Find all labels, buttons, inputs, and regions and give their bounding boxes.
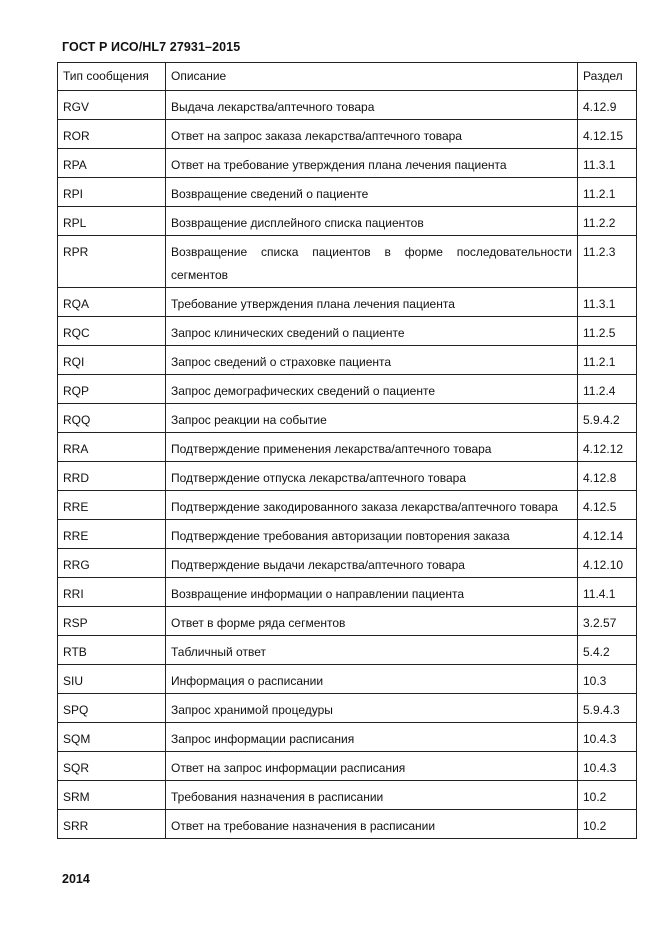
message-type-cell: RQI (58, 346, 166, 375)
section-cell: 11.2.3 (578, 236, 637, 288)
table-row (58, 665, 637, 694)
description-cell: Ответ на запрос информации расписания (166, 752, 578, 781)
description-cell: Запрос клинических сведений о пациенте (166, 317, 578, 346)
table-row (58, 462, 637, 491)
description-cell: Возвращение дисплейного списка пациентов (166, 207, 578, 236)
section-cell: 10.2 (578, 810, 637, 839)
table-row (58, 404, 637, 433)
section-cell: 5.4.2 (578, 636, 637, 665)
section-cell: 11.2.1 (578, 346, 637, 375)
page-number: 2014 (62, 872, 90, 886)
description-cell: Возвращение информации о направлении пациента (166, 578, 578, 607)
table-row (58, 810, 637, 839)
table-row (58, 781, 637, 810)
section-cell: 5.9.4.2 (578, 404, 637, 433)
table-row (58, 549, 637, 578)
table-row (58, 91, 637, 120)
table-row (58, 520, 637, 549)
table-row (58, 375, 637, 404)
description-cell: Возвращение сведений о пациенте (166, 178, 578, 207)
message-type-cell: RRG (58, 549, 166, 578)
message-type-cell: RPL (58, 207, 166, 236)
description-cell: Подтверждение выдачи лекарства/аптечного товара (166, 549, 578, 578)
message-type-cell: ROR (58, 120, 166, 149)
table-row (58, 120, 637, 149)
document-header: ГОСТ Р ИСО/HL7 27931–2015 (62, 40, 241, 54)
description-cell: Требования назначения в расписании (166, 781, 578, 810)
description-cell: Запрос демографических сведений о пациенте (166, 375, 578, 404)
section-cell: 11.2.5 (578, 317, 637, 346)
table-header-row (58, 63, 637, 91)
section-cell: 4.12.9 (578, 91, 637, 120)
message-type-cell: RQQ (58, 404, 166, 433)
table-row (58, 346, 637, 375)
message-type-cell: RRD (58, 462, 166, 491)
table-row (58, 491, 637, 520)
description-cell: Выдача лекарства/аптечного товара (166, 91, 578, 120)
section-cell: 11.2.1 (578, 178, 637, 207)
table-row (58, 636, 637, 665)
table-row (58, 317, 637, 346)
message-type-cell: RRE (58, 520, 166, 549)
description-cell: Табличный ответ (166, 636, 578, 665)
table-row (58, 694, 637, 723)
message-types-table (57, 62, 637, 839)
table-row (58, 752, 637, 781)
description-cell: Ответ в форме ряда сегментов (166, 607, 578, 636)
section-cell: 4.12.5 (578, 491, 637, 520)
message-type-cell: RQA (58, 288, 166, 317)
description-cell: Запрос информации расписания (166, 723, 578, 752)
description-cell: Возвращение списка пациентов в форме последовательности сегментов (166, 236, 578, 288)
message-type-cell: RPA (58, 149, 166, 178)
table-row (58, 607, 637, 636)
table-row (58, 288, 637, 317)
section-cell: 11.4.1 (578, 578, 637, 607)
section-cell: 4.12.8 (578, 462, 637, 491)
message-type-cell: RGV (58, 91, 166, 120)
description-cell: Запрос сведений о страховке пациента (166, 346, 578, 375)
message-type-cell: SIU (58, 665, 166, 694)
message-type-cell: RRI (58, 578, 166, 607)
message-type-cell: RTB (58, 636, 166, 665)
section-cell: 4.12.12 (578, 433, 637, 462)
description-cell: Ответ на запрос заказа лекарства/аптечного товара (166, 120, 578, 149)
section-cell: 11.2.2 (578, 207, 637, 236)
message-type-cell: RPI (58, 178, 166, 207)
table-row (58, 578, 637, 607)
section-cell: 10.2 (578, 781, 637, 810)
section-cell: 11.2.4 (578, 375, 637, 404)
message-type-cell: SQR (58, 752, 166, 781)
column-header-message-type: Тип сообщения (58, 63, 166, 91)
description-cell: Требование утверждения плана лечения пациента (166, 288, 578, 317)
table-row (58, 178, 637, 207)
section-cell: 10.4.3 (578, 723, 637, 752)
message-type-cell: RPR (58, 236, 166, 288)
description-cell: Подтверждение применения лекарства/аптечного товара (166, 433, 578, 462)
section-cell: 11.3.1 (578, 149, 637, 178)
message-type-cell: RQC (58, 317, 166, 346)
section-cell: 10.3 (578, 665, 637, 694)
section-cell: 3.2.57 (578, 607, 637, 636)
column-header-description: Описание (166, 63, 578, 91)
description-cell: Подтверждение требования авторизации повторения заказа (166, 520, 578, 549)
description-cell: Информация о расписании (166, 665, 578, 694)
message-type-cell: SQM (58, 723, 166, 752)
section-cell: 4.12.15 (578, 120, 637, 149)
message-type-cell: RQP (58, 375, 166, 404)
message-type-cell: RRE (58, 491, 166, 520)
message-type-cell: SRR (58, 810, 166, 839)
section-cell: 4.12.10 (578, 549, 637, 578)
table-row (58, 207, 637, 236)
description-cell: Ответ на требование назначения в расписании (166, 810, 578, 839)
description-cell: Ответ на требование утверждения плана лечения пациента (166, 149, 578, 178)
section-cell: 10.4.3 (578, 752, 637, 781)
message-type-cell: SRM (58, 781, 166, 810)
description-cell: Запрос хранимой процедуры (166, 694, 578, 723)
column-header-section: Раздел (578, 63, 637, 91)
table-row (58, 149, 637, 178)
section-cell: 5.9.4.3 (578, 694, 637, 723)
description-cell: Подтверждение закодированного заказа лекарства/аптечного товара (166, 491, 578, 520)
table-row (58, 723, 637, 752)
message-type-cell: RSP (58, 607, 166, 636)
message-type-cell: RRA (58, 433, 166, 462)
description-cell: Запрос реакции на событие (166, 404, 578, 433)
message-type-cell: SPQ (58, 694, 166, 723)
section-cell: 11.3.1 (578, 288, 637, 317)
table-row (58, 433, 637, 462)
description-cell: Подтверждение отпуска лекарства/аптечного товара (166, 462, 578, 491)
section-cell: 4.12.14 (578, 520, 637, 549)
table-row (58, 236, 637, 288)
